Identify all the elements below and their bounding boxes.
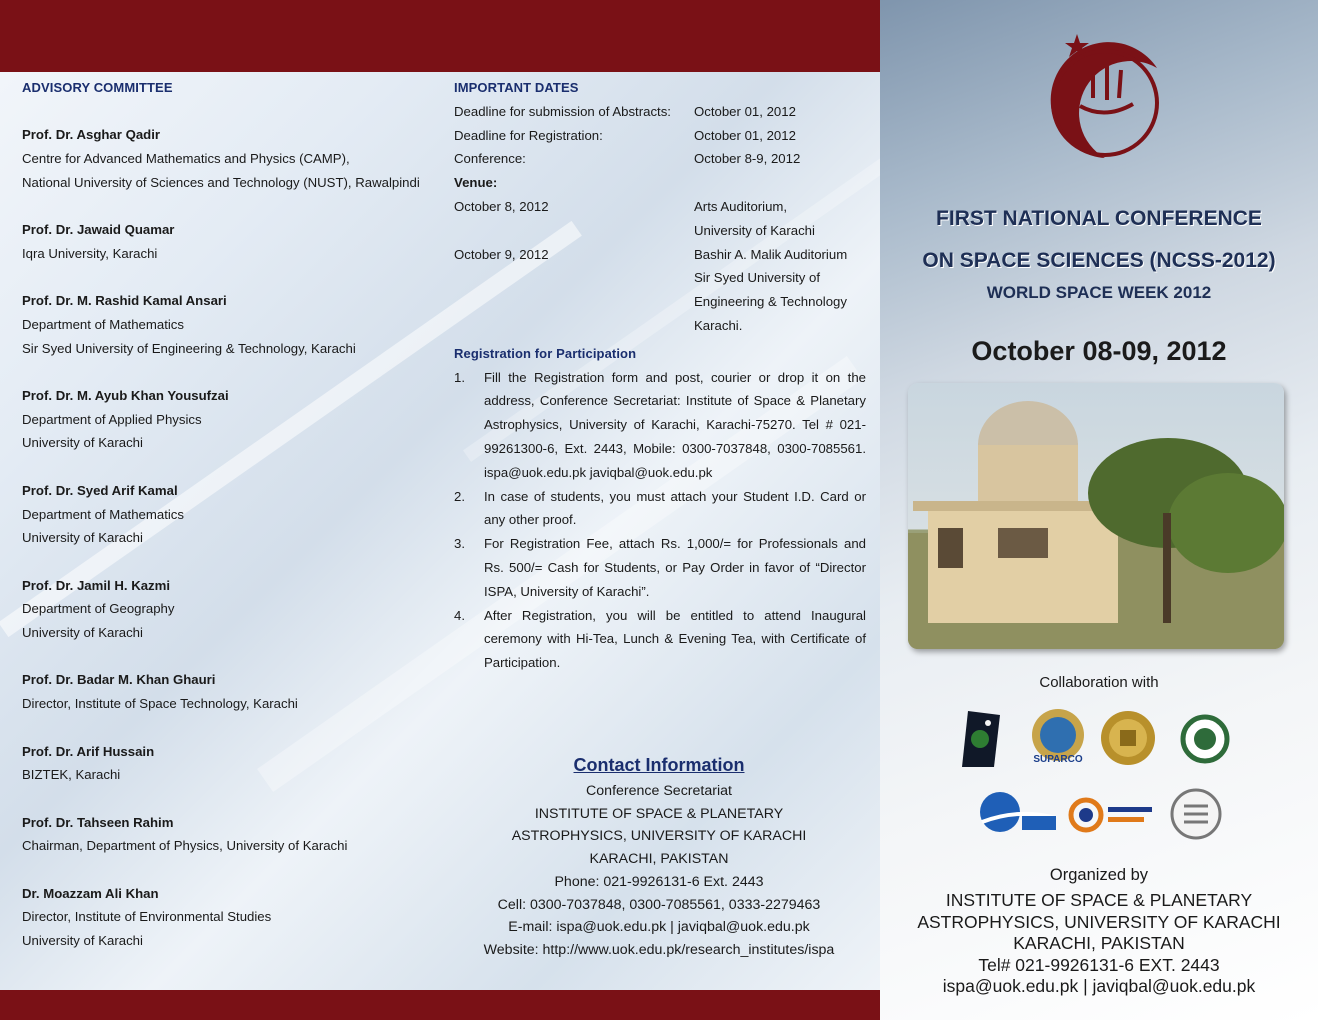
conference-title: FIRST NATIONAL CONFERENCE ON SPACE SCIENCES (NCSS-2012) bbox=[922, 207, 1276, 272]
member-affiliation: University of Karachi bbox=[22, 625, 143, 641]
gold-seal-logo bbox=[1100, 710, 1156, 766]
member-affiliation: Department of Applied Physics bbox=[22, 411, 202, 427]
member-name: Prof. Dr. Jamil H. Kazmi bbox=[22, 577, 171, 593]
committee-member bbox=[22, 740, 432, 787]
member-name: Prof. Dr. Syed Arif Kamal bbox=[22, 482, 178, 498]
member-affiliation: Iqra University, Karachi bbox=[22, 245, 158, 261]
list-item: 3. For Registration Fee, attach Rs. 1,000/= for Professionals and Rs. 500/= Cash for Students, or Pay Order in favor of “Director ISPA, University of Karachi”. bbox=[454, 536, 866, 599]
list-item: 2. In case of students, you must attach your Student I.D. Card or any other proof. bbox=[454, 488, 866, 528]
member-name: Prof. Dr. Arif Hussain bbox=[22, 743, 155, 759]
member-affiliation: Director, Institute of Space Technology, Karachi bbox=[22, 696, 298, 712]
date-row: Deadline for submission of Abstracts: October 01, 2012 bbox=[454, 103, 796, 119]
member-affiliation: University of Karachi bbox=[22, 933, 143, 949]
committee-member bbox=[22, 882, 432, 953]
advisory-committee bbox=[22, 76, 432, 953]
member-affiliation: Sir Syed University of Engineering & Technology, Karachi bbox=[22, 340, 356, 356]
organizer-block: Organized by INSTITUTE OF SPACE & PLANETARY ASTROPHYSICS, UNIVERSITY OF KARACHI KARACHI, PAKISTAN Tel# 021-9926131-6 EXT. 2443 ispa@uok.edu.pk | javiqbal@uok.edu.pk bbox=[880, 864, 1318, 998]
member-affiliation: Department of Mathematics bbox=[22, 316, 184, 332]
member-affiliation: Chairman, Department of Physics, University of Karachi bbox=[22, 838, 348, 854]
committee-member bbox=[22, 574, 432, 645]
university-crescent-logo bbox=[1045, 28, 1165, 168]
committee-member bbox=[22, 479, 432, 550]
national-ict-rd-fund-logo bbox=[1068, 793, 1158, 837]
committee-member bbox=[22, 218, 432, 265]
registration-list bbox=[454, 366, 866, 675]
observatory-photo bbox=[908, 383, 1284, 649]
member-affiliation: BIZTEK, Karachi bbox=[22, 767, 121, 783]
venue-row: October 8, 2012 Arts Auditorium, University of Karachi bbox=[454, 198, 815, 238]
member-name: Dr. Moazzam Ali Khan bbox=[22, 885, 159, 901]
member-name: Prof. Dr. M. Ayub Khan Yousufzai bbox=[22, 388, 229, 404]
contact-title: Contact Information bbox=[573, 755, 745, 775]
registration-heading: Registration for Participation bbox=[454, 345, 637, 361]
world-space-week: WORLD SPACE WEEK 2012 bbox=[986, 283, 1212, 302]
contact-information: Contact Information Conference Secretariat INSTITUTE OF SPACE & PLANETARY ASTROPHYSICS, UNIVERSITY OF KARACHI KARACHI, PAKISTAN Phone: 021-9926131-6 Ext. 2443 Cell: 0300-7037848, 0300-7085561, 0333-2279463 E-mail: ispa@uok.edu.pk | javiqbal@uok.edu.pk Website: http://www.uok.edu.pk/research_institutes/ispa bbox=[448, 752, 870, 962]
member-name: Prof. Dr. Jawaid Quamar bbox=[22, 222, 175, 238]
dates-heading: IMPORTANT DATES bbox=[454, 80, 579, 95]
suparco-label: SUPARCO bbox=[1033, 754, 1083, 765]
member-name: Prof. Dr. Asghar Qadir bbox=[22, 127, 161, 143]
venue-row: October 9, 2012 Bashir A. Malik Auditorium Sir Syed University of Engineering & Technology Karachi. bbox=[454, 246, 848, 333]
member-affiliation: Department of Mathematics bbox=[22, 506, 184, 522]
member-affiliation: Director, Institute of Environmental Studies bbox=[22, 909, 272, 925]
venue-label: Venue: bbox=[454, 175, 498, 191]
hec-logo bbox=[1174, 708, 1236, 770]
committee-member bbox=[22, 289, 432, 360]
organized-by-label: Organized by bbox=[1049, 866, 1149, 884]
bottom-maroon-band bbox=[0, 990, 880, 1020]
advisory-heading: ADVISORY COMMITTEE bbox=[22, 80, 173, 95]
committee-member bbox=[22, 668, 432, 715]
date-row: Deadline for Registration: October 01, 2012 bbox=[454, 127, 796, 143]
ist-logo bbox=[978, 790, 1058, 836]
member-affiliation: Centre for Advanced Mathematics and Physics (CAMP), bbox=[22, 151, 350, 167]
world-space-week-logo bbox=[960, 707, 1002, 769]
member-affiliation: University of Karachi bbox=[22, 530, 143, 546]
member-name: Prof. Dr. Badar M. Khan Ghauri bbox=[22, 672, 216, 688]
member-name: Prof. Dr. M. Rashid Kamal Ansari bbox=[22, 293, 227, 309]
conference-date: October 08-09, 2012 bbox=[971, 336, 1227, 366]
member-affiliation: Department of Geography bbox=[22, 601, 175, 617]
committee-member bbox=[22, 123, 432, 194]
list-item: 1. Fill the Registration form and post, courier or drop it on the address, Conference Secretariat: Institute of Space & Planetary Astrophysics, University of Karachi, Karachi-75270. Tel # 021-99261300-6, Ext. 2443, Mobile: 0300-7037848, 0300-7085561. ispa@uok.edu.pk javiqbal@uok.edu.pk bbox=[454, 369, 866, 480]
collaboration-label: Collaboration with bbox=[1039, 674, 1159, 691]
committee-member bbox=[22, 384, 432, 455]
member-affiliation: National University of Sciences and Technology (NUST), Rawalpindi bbox=[22, 174, 420, 190]
date-row: Conference: October 8-9, 2012 bbox=[454, 151, 801, 167]
committee-member bbox=[22, 811, 432, 858]
member-name: Prof. Dr. Tahseen Rahim bbox=[22, 814, 174, 830]
member-affiliation: University of Karachi bbox=[22, 435, 143, 451]
important-dates bbox=[454, 76, 866, 675]
observatory-illustration bbox=[908, 383, 1284, 649]
circular-emblem-logo bbox=[1170, 788, 1222, 840]
top-maroon-band bbox=[0, 0, 880, 72]
list-item: 4. After Registration, you will be entitled to attend Inaugural ceremony with Hi-Tea, Lunch & Evening Tea, with Certificate of Participation. bbox=[454, 607, 866, 671]
